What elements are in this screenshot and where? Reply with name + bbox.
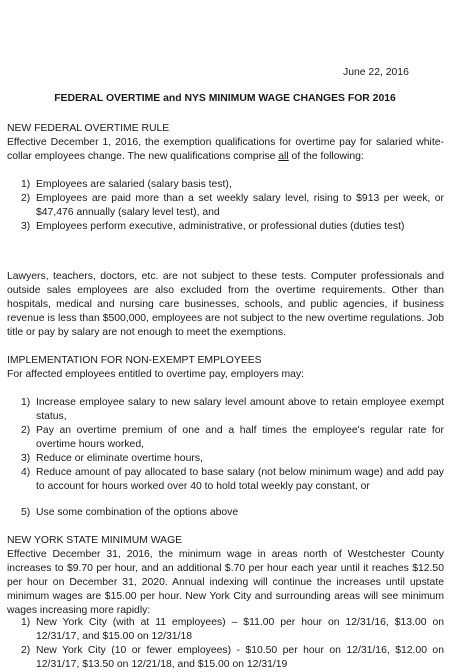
list-item-text: Use some combination of the options above [36, 507, 239, 518]
list-item-text: Employees are paid more than a set weekly salary level, rising to $913 per week, or $47,476 annually (salary level test), and [36, 193, 444, 218]
exclusions-paragraph: Lawyers, teachers, doctors, etc. are not subject to these tests. Computer professionals and outside sales employees are also excluded from the overtime requirements. Other than hospitals, medical and nursing care businesses, schools, and public agencies, if business revenue is less than $500,000, employees are not subject to the new overtime regulations. Job title or pay by salary are not enough to meet the exemptions. [7, 271, 444, 338]
list-item-number: 3) [21, 453, 31, 464]
list-item [7, 178, 444, 192]
federal-rule-intro-after: of the following: [288, 151, 364, 162]
list-item-text: Pay an overtime premium of one and a half times the employee's regular rate for overtime hours worked, [36, 425, 444, 450]
list-item-number: 4) [21, 467, 31, 478]
federal-rule-intro-before: Effective December 1, 2016, the exemption qualifications for overtime pay for salaried white-collar employees change. The new qualifications comprise [7, 137, 444, 162]
implementation-heading: IMPLEMENTATION FOR NON-EXEMPT EMPLOYEES [7, 355, 262, 366]
list-item-text: Reduce amount of pay allocated to base salary (not below minimum wage) and add pay to account for hours worked over 40 to hold total weekly pay constant, or [36, 467, 444, 492]
federal-rule-list [7, 178, 444, 234]
list-item [7, 616, 444, 644]
list-item-number: 2) [21, 193, 31, 204]
list-item-number: 3) [21, 221, 31, 232]
list-item-text: New York City (10 or fewer employees) - $10.50 per hour on 12/31/16, $12.00 on 12/31/17, $13.50 on 12/21/18, and $15.00 on 12/31/19 [36, 645, 444, 670]
nys-wage-heading: NEW YORK STATE MINIMUM WAGE [7, 535, 183, 546]
list-item-text: Increase employee salary to new salary level amount above to retain employee exempt status, [36, 397, 444, 422]
implementation-intro: For affected employees entitled to overtime pay, employers may: [7, 369, 305, 380]
nys-wage-body: Effective December 31, 2016, the minimum wage in areas north of Westchester County increases to $9.70 per hour, and an additional $.70 per hour each year until it reaches $12.50 per hour on December 31, 2020. Annual indexing will continue the increases until upstate minimum wages are $15.00 per hour. New York City and surrounding areas will see minimum wages increasing more rapidly: [7, 549, 444, 616]
list-item-text: Employees are salaried (salary basis test), [36, 179, 232, 190]
list-item [7, 220, 444, 234]
list-item-number: 5) [21, 507, 31, 518]
list-item [7, 396, 444, 424]
list-item-text: New York City (with at 11 employees) – $11.00 per hour on 12/31/16, $13.00 on 12/31/17, and $15.00 on 12/31/18 [36, 617, 444, 642]
list-item-number: 2) [21, 425, 31, 436]
document-date: June 22, 2016 [343, 67, 409, 78]
list-item-number: 1) [21, 179, 31, 190]
federal-rule-heading: NEW FEDERAL OVERTIME RULE [7, 123, 170, 134]
federal-rule-intro-emphasis: all [278, 151, 289, 162]
list-item [7, 506, 444, 520]
list-item [7, 644, 444, 672]
list-item-number: 1) [21, 397, 31, 408]
implementation-list [7, 396, 444, 520]
list-item-text: Reduce or eliminate overtime hours, [36, 453, 203, 464]
list-item-number: 2) [21, 645, 31, 656]
list-item-text: Employees perform executive, administrative, or professional duties (duties test) [36, 221, 405, 232]
list-item [7, 192, 444, 220]
list-item [7, 466, 444, 494]
list-item [7, 424, 444, 452]
federal-rule-intro [7, 136, 444, 164]
list-item [7, 452, 444, 466]
document-title: FEDERAL OVERTIME and NYS MINIMUM WAGE CHANGES FOR 2016 [54, 93, 396, 104]
list-item-number: 1) [21, 617, 31, 628]
